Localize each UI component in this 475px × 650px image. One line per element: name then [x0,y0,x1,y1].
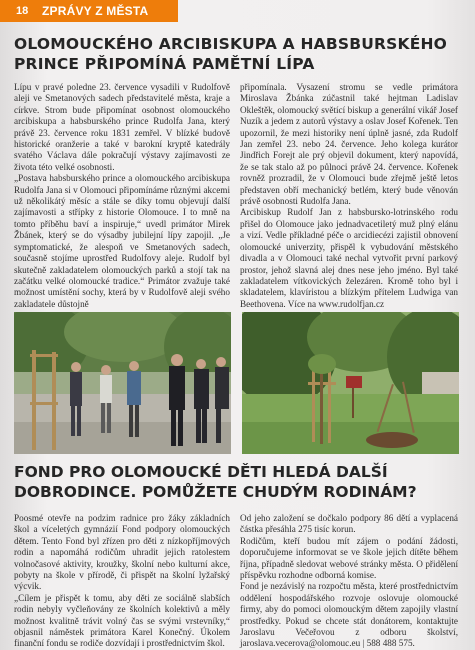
page-number: 18 [16,5,29,17]
section-title: ZPRÁVY Z MĚSTA [42,4,149,18]
linden-tree-photo [242,312,459,454]
article1-left-column [14,82,230,310]
article1-paragraph: Lípu v pravé poledne 23. července vysadili v Rudolfově aleji ve Smetanových sadech představitelé města, kraje a církve. Strom bude připomínat osobnost olomouckého arcibiskupa a habsburského prince Rudolfa Jana, který právě 23. července roku 1831 zemřel. V blízké budově historické oranžerie a také v barokní kryptě katedrály svatého Václava dále pokračují výstavy zajímavosti ze života této velké osobnosti. [14,82,230,172]
article2-paragraph: Rodičům, kteří budou mít zájem o podání žádosti, doporučujeme informovat se ve škole jejich dítěte během října, případně sledovat webové stránky města. O přidělení příspěvku rozhodne odborná komise. [240,535,458,581]
article2-paragraph: „Cílem je přispět k tomu, aby děti ze sociálně slabších rodin nebyly vyčleňovány ze školních kolektivů a měly možnost kvalitně trávit volný čas se svými vrstevníky,“ objasnil náměstek primátora Karel Konečný. Úkolem finanční fondu se rodiče dozvídají i prostřednictvím škol. [14,592,230,649]
article1-paragraph: Arcibiskup Rudolf Jan z habsbursko-lotrinského rodu přišel do Olomouce jako jednadvacetiletý muž plný elánu a vizí. Vedle příkladné péče o arcidiecézi zajistil obnovení olomoucké univerzity, přispěl k vybudování městského divadla a v Olomouci také nechal vytvořit první parkový prostor, jehož slavná alej dnes nese jeho jméno. Byl také zakladatelem vítkovických železáren. Kromě toho byl i skladatelem, klavíristou a blízkým přítelem Ludwiga van Beethovena. Více na www.rudolfjan.cz [240,207,458,309]
article2-left-column [14,513,230,650]
article1-paragraph: připomínala. Vysazení stromu se vedle primátora Miroslava Žbánka zúčastnil také hejtman Ladislav Okleštěk, olomoucký světící biskup a generální vikář Josef Nuzík a jedem z autorů výstavy a oslav Josef Kořenek. Ten upozornil, že mezi historiky není úplně jasné, zda Rudolf Jan zemřel 23. nebo 24. července. Jeho kolega kurátor Jindřich Forejt ale prý objevil dokument, který napovídá, že se tak stalo až po půlnoci právě 24. července. Kořenek rovněž prozradil, že v Olomouci bude zřejmě ještě letos představen obří mechanický betlém, který bude věnován právě osobnosti Rudolfa Jana. [240,82,458,207]
article2-right-column [240,513,458,650]
tree-planting-photo [14,312,231,454]
article2-paragraph: Fond je nezávislý na rozpočtu města, které prostřednictvím oddělení hospodářského rozvoje oslovuje olomoucké firmy, aby do pomoci olomouckým dětem zapojily vlastní prostředky. Pokud se chcete stát donátorem, kontaktujte Jaroslavu Večeřovou z odboru školství, jaroslava.vecerova@olomouc.eu | 588 488 575. [240,581,458,649]
article1-paragraph: „Postava habsburského prince a olomouckého arcibiskupa Rudolfa Jana si v Olomouci připomínáme různými akcemi už několikátý měsíc a stále se díky tomu objevují další zajímavosti a střípky z historie Olomouce. I to mně na tomto příběhu baví a inspiruje,“ uvedl primátor Mirek Žbánek, který se do výsadby jubilejní lípy zapojil. „Je symptomatické, že alespoň ve Smetanových sadech, současně stojíme uprostřed Rudolfovy aleje. Rudolf byl skutečně zakladatelem olomouckých parků a stojí tak na začátku velké olomoucké tradice.“ Primátor zvažuje také možnost umístění sochy, která by v Rudolfově aleji svého zakladatele důstojně [14,173,230,309]
section-banner [0,0,178,22]
article2-paragraph: Poosmé otevře na podzim radnice pro žáky základních škol a víceletých gymnázií Fond podpory olomouckých dětem. Tento Fond byl zřízen pro děti z nízkopříjmových rodin a napomáhá rodičům uhradit jejich ratolestem volnočasové aktivity, kroužky, školní nebo kulturní akce, pobyty na škole v přírodě, či přispět na školní lyžařský výcvik. [14,513,230,592]
article1-headline: OLOMOUCKÉHO ARCIBISKUPA A HABSBURSKÉHO PRINCE PŘIPOMÍNÁ PAMĚTNÍ LÍPA [14,35,448,73]
article2-headline: FOND PRO OLOMOUCKÉ DĚTI HLEDÁ DALŠÍ DOBRODINCE. POMŮŽETE CHUDÝM RODINÁM? [14,463,417,501]
article2-paragraph: Od jeho založení se dočkalo podpory 86 dětí a vyplacená částka přesáhla 275 tisíc korun. [240,513,458,535]
article1-right-column [240,82,458,310]
